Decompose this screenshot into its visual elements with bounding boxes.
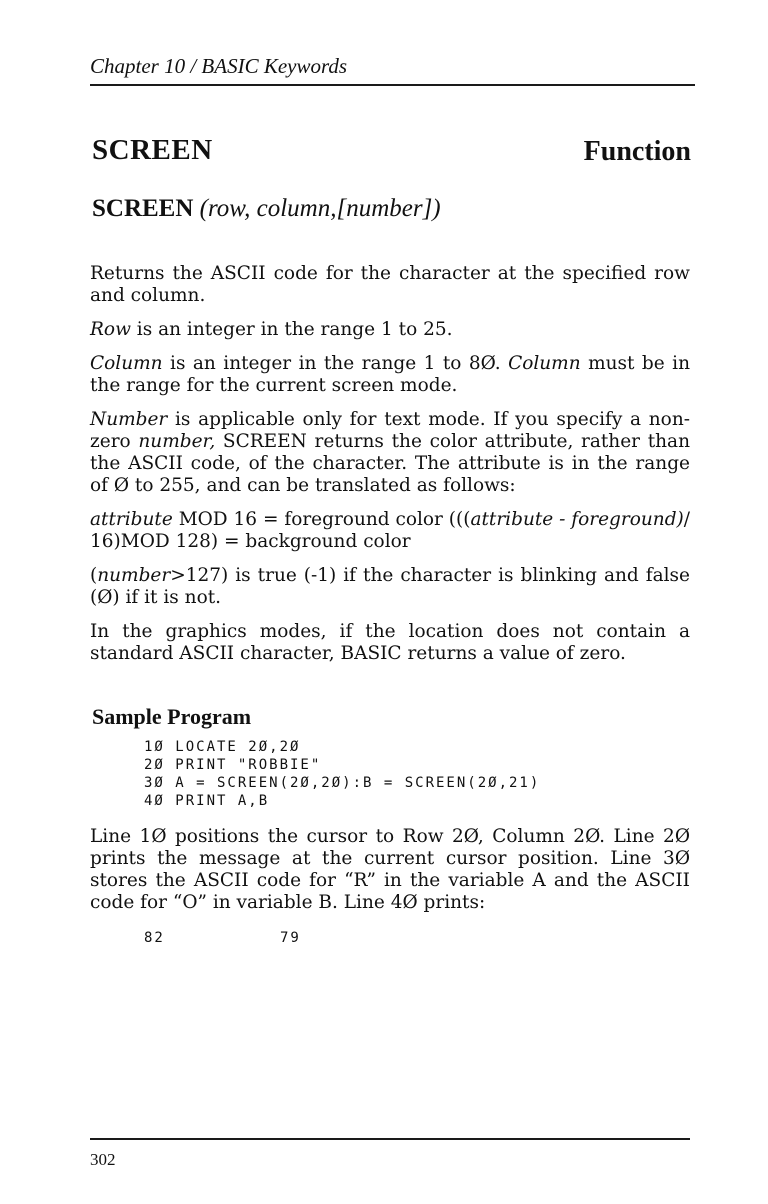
blinking-open: ( [90, 565, 98, 586]
syntax-line [92, 195, 441, 223]
running-head: Chapter 10 / BASIC Keywords [90, 54, 348, 78]
blinking-text: >127) is true (-1) if the character is blinking and false (Ø) if it is not. [90, 565, 690, 608]
output-value-a: 82 [144, 930, 165, 946]
program-output [144, 930, 301, 946]
term-number: Number [90, 409, 168, 430]
term-attribute-foreground: attribute - foreground) [470, 509, 684, 530]
paragraph-returns: Returns the ASCII code for the character at the specified row and column. [90, 263, 690, 306]
sample-code: 1Ø LOCATE 2Ø,2Ø 2Ø PRINT "ROBBIE" 3Ø A = SCREEN(2Ø,2Ø):B = SCREEN(2Ø,21) 4Ø PRINT A,B [144, 739, 541, 809]
attribute-text-1: MOD 16 = foreground color ((( [172, 509, 471, 530]
sample-explanation: Line 1Ø positions the cursor to Row 2Ø, Column 2Ø. Line 2Ø prints the message at the current cursor position. Line 3Ø stores the ASCII code for “R” in the variable A and the ASCII code for “O” in variable B. Line 4Ø prints: [90, 826, 690, 913]
term-number-3: number [97, 565, 171, 586]
column-text-2: must be in the range for the current screen mode. [90, 353, 691, 396]
output-value-b: 79 [280, 930, 301, 946]
paragraph-row [90, 319, 690, 341]
footer-rule [90, 1138, 690, 1140]
row-text: is an integer in the range 1 to 25. [130, 319, 453, 340]
column-text-1: is an integer in the range 1 to 8Ø. [162, 353, 509, 374]
sample-program-heading: Sample Program [92, 704, 252, 729]
paragraph-number [90, 409, 690, 497]
syntax-keyword: SCREEN [92, 195, 194, 222]
term-number-2: number, [138, 431, 216, 452]
term-column-2: Column [508, 353, 581, 374]
term-column: Column [90, 353, 163, 374]
paragraph-column [90, 353, 690, 397]
page-number: 302 [90, 1150, 116, 1169]
keyword-type: Function [583, 136, 691, 167]
paragraph-graphics: In the graphics modes, if the location does not contain a standard ASCII character, BASIC returns a value of zero. [90, 621, 690, 664]
term-row: Row [90, 319, 131, 340]
paragraph-attribute [90, 509, 690, 553]
attribute-text-2: / 16)MOD 128) = background color [90, 509, 690, 552]
number-text-1: is applicable only for text mode. If you specify a non-zero [90, 409, 690, 452]
number-text-2: SCREEN returns the color attribute, rather than the ASCII code, of the character. The attribute is in the range of Ø to 255, and can be translated as follows: [90, 431, 690, 496]
description [90, 263, 690, 677]
keyword-title: SCREEN [92, 134, 213, 166]
header-rule [90, 84, 695, 86]
paragraph-blinking [90, 565, 690, 609]
syntax-arguments: (row, column,[number]) [199, 195, 441, 222]
term-attribute: attribute [90, 509, 173, 530]
